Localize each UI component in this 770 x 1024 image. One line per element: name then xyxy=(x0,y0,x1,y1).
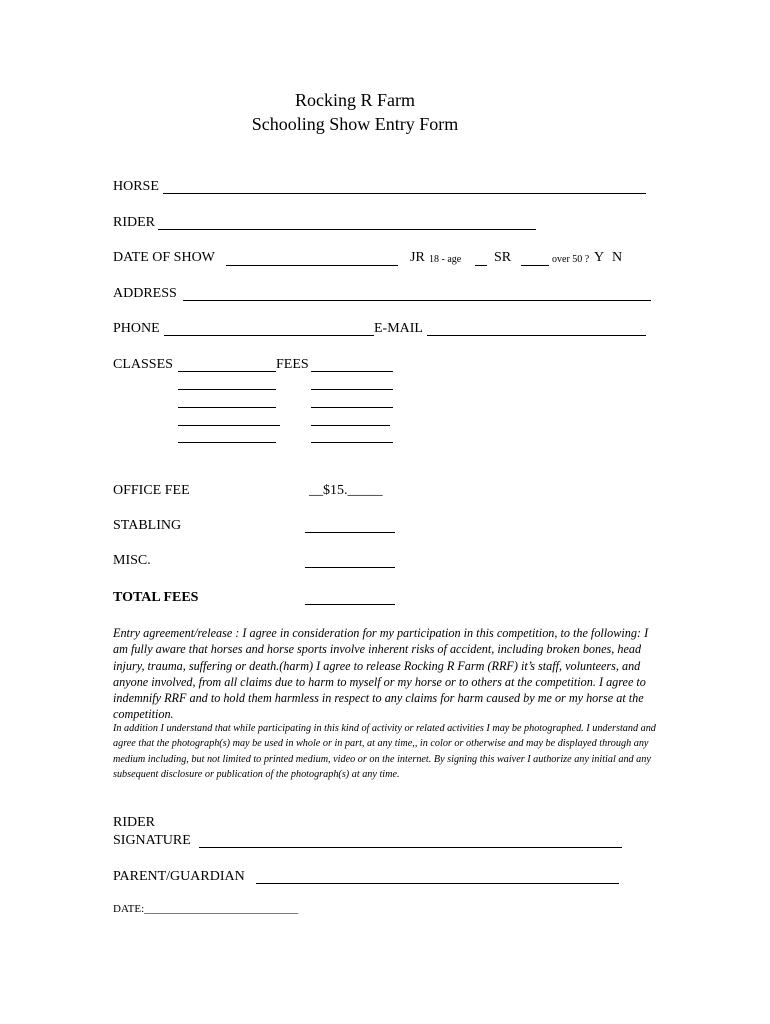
horse-label: HORSE xyxy=(113,179,159,194)
fee-field[interactable] xyxy=(311,389,393,390)
office-fee-label: OFFICE FEE xyxy=(113,483,190,498)
yes-option[interactable]: Y xyxy=(594,250,605,265)
fee-field[interactable] xyxy=(311,407,393,408)
address-field[interactable] xyxy=(183,300,651,301)
jr-label: JR xyxy=(410,250,425,265)
class-field[interactable] xyxy=(178,371,276,372)
fee-field[interactable] xyxy=(311,371,393,372)
class-field[interactable] xyxy=(178,389,276,390)
sr-label: SR xyxy=(494,250,512,265)
fee-field[interactable] xyxy=(311,425,390,426)
parent-guardian-label: PARENT/GUARDIAN xyxy=(113,869,245,884)
horse-field[interactable] xyxy=(163,193,646,194)
no-option[interactable]: N xyxy=(612,250,623,265)
over-50-note: over 50 ? xyxy=(552,254,590,265)
total-fees-label: TOTAL FEES xyxy=(113,590,199,605)
email-label: E-MAIL xyxy=(374,321,423,336)
farm-name: Rocking R Farm xyxy=(295,90,415,110)
rider-signature-field[interactable] xyxy=(199,847,622,848)
fees-label: FEES xyxy=(276,357,309,372)
sr-field[interactable] xyxy=(521,265,549,266)
total-fees-field[interactable] xyxy=(305,604,395,605)
phone-field[interactable] xyxy=(164,335,374,336)
date-of-show-field[interactable] xyxy=(226,265,398,266)
jr-age-note: 18 - age xyxy=(429,254,462,265)
fee-field[interactable] xyxy=(311,442,393,443)
rider-signature-label-line1: RIDER xyxy=(113,815,155,830)
office-fee-value: __$15._____ xyxy=(309,483,383,498)
jr-field[interactable] xyxy=(475,265,487,266)
stabling-field[interactable] xyxy=(305,532,395,533)
rider-label: RIDER xyxy=(113,215,155,230)
stabling-label: STABLING xyxy=(113,518,182,533)
rider-field[interactable] xyxy=(158,229,536,230)
email-field[interactable] xyxy=(427,335,646,336)
class-field[interactable] xyxy=(178,407,276,408)
phone-label: PHONE xyxy=(113,321,160,336)
misc-field[interactable] xyxy=(305,567,395,568)
classes-label: CLASSES xyxy=(113,357,173,372)
photo-release-text: In addition I understand that while participating in this kind of activity or related activities I may be photographed. I understand and agree that the photograph(s) may be used in whole or in part, at any time,, in color or otherwise and may be displayed through any medium including, but not limited to printed medium, video or on the internet. By signing this waiver I authorize any initial and any subsequent disclosure or publication of the photograph(s) at any time. xyxy=(113,723,656,781)
misc-label: MISC. xyxy=(113,553,151,568)
address-label: ADDRESS xyxy=(113,286,177,301)
date-signature-field[interactable]: DATE:____________________________ xyxy=(113,903,299,915)
date-of-show-label: DATE OF SHOW xyxy=(113,250,215,265)
class-field[interactable] xyxy=(178,425,280,426)
class-field[interactable] xyxy=(178,442,276,443)
rider-signature-label-line2: SIGNATURE xyxy=(113,833,191,848)
form-title: Schooling Show Entry Form xyxy=(251,114,459,134)
release-agreement-text: Entry agreement/release : I agree in consideration for my participation in this competition, to the following: I am fully aware that horses and horse sports involve inherent risks of accident, including broken bones, head injury, trauma, suffering or death.(harm) I agree to release Rocking R Farm (RRF) it’s staff, volunteers, and anyone involved, from all claims due to harm to myself or my horse or to others at the competition. I agree to indemnify RRF and to hold them harmless in respect to any claims for harm caused by me or my horse at the competition. xyxy=(113,626,649,722)
parent-guardian-signature-field[interactable] xyxy=(256,883,619,884)
